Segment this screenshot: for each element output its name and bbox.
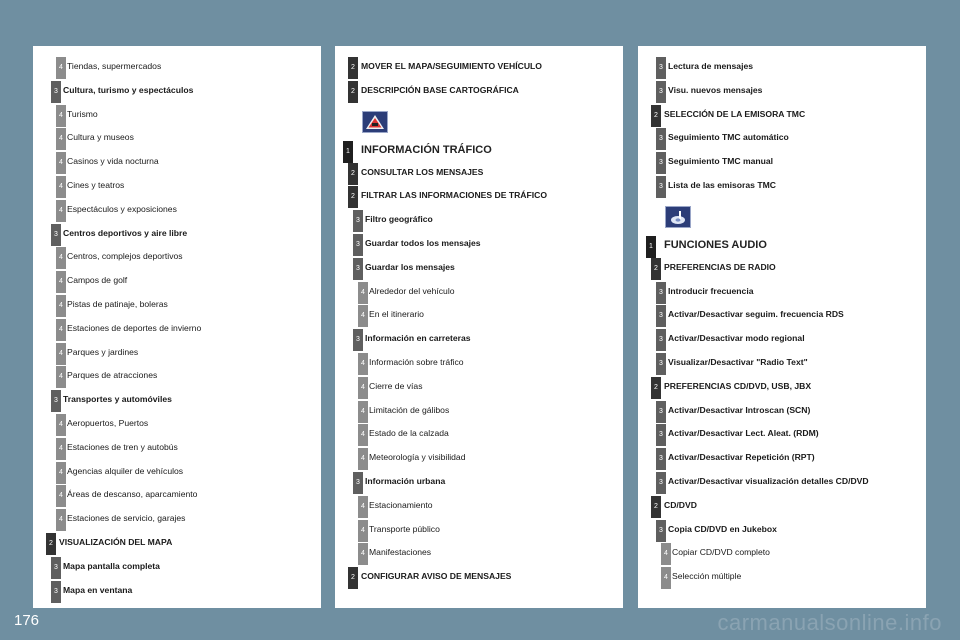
menu-column-2	[335, 46, 623, 608]
menu-item-level-4	[33, 341, 321, 365]
menu-item-level-4	[33, 317, 321, 341]
menu-item-label: Estacionamiento	[369, 499, 433, 510]
menu-item-level-3	[638, 55, 926, 79]
menu-item-label: PREFERENCIAS DE RADIO	[664, 261, 776, 272]
menu-item-level-4	[33, 55, 321, 79]
level-badge: 4	[56, 247, 66, 269]
menu-item-label: Manifestaciones	[369, 547, 432, 558]
menu-item-label: Estaciones de tren y autobús	[67, 441, 178, 452]
level-badge: 3	[656, 448, 666, 470]
menu-item-label: Tiendas, supermercados	[67, 61, 162, 71]
level-badge: 4	[56, 105, 66, 127]
level-badge: 4	[56, 438, 66, 460]
menu-item-label: Centros deportivos y aire libre	[63, 227, 188, 238]
menu-item-level-2	[335, 565, 623, 589]
menu-item-label: Copiar CD/DVD completo	[672, 547, 770, 558]
menu-item-label: Introducir frecuencia	[668, 285, 754, 296]
menu-item-level-3	[335, 327, 623, 351]
level-badge: 4	[358, 520, 368, 542]
menu-item-label: Activar/Desactivar visualización detalles CD/DVD	[668, 476, 869, 486]
menu-item-level-4	[335, 280, 623, 304]
level-badge: 2	[348, 567, 358, 589]
level-badge: 3	[353, 210, 363, 232]
menu-item-level-2	[33, 531, 321, 555]
menu-item-level-4	[638, 565, 926, 589]
menu-item-label: Lectura de mensajes	[668, 61, 754, 71]
level-badge: 3	[656, 176, 666, 198]
level-badge: 3	[656, 81, 666, 103]
menu-item-label: VISUALIZACIÓN DEL MAPA	[59, 537, 173, 547]
menu-item-label: MOVER EL MAPA/SEGUIMIENTO VEHÍCULO	[361, 61, 542, 71]
menu-item-label: Activar/Desactivar seguim. frecuencia RDS	[668, 309, 844, 320]
menu-item-label: Mapa en ventana	[63, 584, 133, 595]
menu-item-label: Información urbana	[365, 476, 446, 486]
menu-item-level-3	[335, 470, 623, 494]
menu-item-level-4	[335, 422, 623, 446]
menu-item-label: Activar/Desactivar Repetición (RPT)	[668, 452, 815, 463]
menu-item-label: Lista de las emisoras TMC	[668, 180, 776, 190]
menu-item-label: SELECCIÓN DE LA EMISORA TMC	[664, 108, 806, 119]
menu-item-label: Espectáculos y exposiciones	[67, 203, 177, 214]
level-badge: 4	[358, 353, 368, 375]
menu-item-level-2	[335, 79, 623, 103]
menu-item-label: Guardar todos los mensajes	[365, 238, 481, 248]
level-badge: 3	[656, 353, 666, 375]
menu-item-level-4	[33, 507, 321, 531]
level-badge: 3	[353, 329, 363, 351]
menu-item-level-3	[638, 174, 926, 198]
menu-item-label: Activar/Desactivar Introscan (SCN)	[668, 404, 811, 415]
menu-item-label: Aeropuertos, Puertos	[67, 418, 149, 428]
level-badge: 3	[656, 472, 666, 494]
menu-item-label: Cierre de vías	[369, 380, 423, 391]
menu-item-level-3	[638, 150, 926, 174]
level-badge: 4	[56, 462, 66, 484]
level-badge: 3	[353, 258, 363, 280]
menu-item-label: Parques de atracciones	[67, 370, 158, 381]
menu-item-level-4	[335, 446, 623, 470]
menu-item-level-3	[638, 518, 926, 542]
level-badge: 4	[661, 543, 671, 565]
menu-item-label: INFORMACIÓN TRÁFICO	[361, 143, 492, 156]
level-badge: 2	[348, 186, 358, 208]
menu-item-level-4	[33, 245, 321, 269]
menu-item-label: PREFERENCIAS CD/DVD, USB, JBX	[664, 380, 812, 391]
menu-item-level-4	[335, 351, 623, 375]
menu-item-label: Meteorología y visibilidad	[369, 452, 466, 463]
menu-item-level-3	[638, 126, 926, 150]
menu-item-level-4	[335, 399, 623, 423]
menu-item-label: Parques y jardines	[67, 346, 139, 357]
level-badge: 4	[358, 401, 368, 423]
level-badge: 4	[56, 271, 66, 293]
menu-item-level-2	[638, 375, 926, 399]
level-badge: 3	[51, 81, 61, 103]
menu-item-level-4	[335, 303, 623, 327]
traffic-warning-icon	[362, 111, 388, 133]
menu-item-label: Activar/Desactivar modo regional	[668, 333, 805, 344]
menu-item-label: CD/DVD	[664, 499, 697, 510]
menu-item-level-4	[33, 174, 321, 198]
level-badge: 4	[358, 377, 368, 399]
menu-item-label: CONFIGURAR AVISO DE MENSAJES	[361, 571, 512, 582]
level-badge: 1	[343, 141, 353, 163]
menu-item-label: FILTRAR LAS INFORMACIONES DE TRÁFICO	[361, 190, 548, 201]
menu-item-label: Turismo	[67, 108, 98, 119]
level-badge: 4	[358, 424, 368, 446]
menu-item-level-3	[638, 399, 926, 423]
menu-item-level-4	[33, 126, 321, 150]
menu-item-label: Estaciones de deportes de invierno	[67, 322, 202, 333]
level-badge: 3	[51, 390, 61, 412]
level-badge: 3	[656, 128, 666, 150]
menu-item-level-1	[335, 135, 623, 159]
menu-column-3	[638, 46, 926, 608]
menu-item-level-2	[638, 256, 926, 280]
menu-item-level-3	[638, 351, 926, 375]
menu-item-label: Seguimiento TMC manual	[668, 156, 774, 167]
menu-item-level-2	[335, 55, 623, 79]
menu-item-label: Agencias alquiler de vehículos	[67, 465, 184, 476]
level-badge: 3	[51, 224, 61, 246]
menu-item-level-4	[335, 518, 623, 542]
level-badge: 3	[656, 520, 666, 542]
menu-item-label: Filtro geográfico	[365, 214, 433, 225]
menu-item-level-4	[335, 541, 623, 565]
level-badge: 4	[56, 128, 66, 150]
menu-item-level-4	[33, 103, 321, 127]
menu-item-level-3	[638, 79, 926, 103]
level-badge: 3	[656, 282, 666, 304]
menu-item-label: Centros, complejos deportivos	[67, 251, 183, 262]
level-badge: 4	[358, 305, 368, 327]
menu-item-label: Selección múltiple	[672, 571, 742, 582]
level-badge: 4	[358, 282, 368, 304]
page-number: 176	[14, 612, 40, 629]
menu-item-level-3	[638, 422, 926, 446]
menu-item-label: CONSULTAR LOS MENSAJES	[361, 166, 484, 177]
menu-item-level-3	[33, 388, 321, 412]
menu-item-label: Información sobre tráfico	[369, 357, 464, 367]
menu-item-level-3	[638, 327, 926, 351]
level-badge: 2	[348, 163, 358, 185]
level-badge: 3	[656, 401, 666, 423]
level-badge: 3	[51, 557, 61, 579]
menu-item-level-1	[638, 230, 926, 254]
level-badge: 4	[358, 448, 368, 470]
level-badge: 4	[661, 567, 671, 589]
level-badge: 1	[646, 236, 656, 258]
menu-item-label: Cultura, turismo y espectáculos	[63, 84, 194, 95]
menu-item-level-4	[33, 269, 321, 293]
menu-item-label: Transporte público	[369, 523, 440, 534]
level-badge: 3	[353, 234, 363, 256]
menu-item-level-2	[335, 184, 623, 208]
menu-item-label: Seguimiento TMC automático	[668, 132, 789, 143]
menu-item-label: Información en carreteras	[365, 333, 471, 344]
level-badge: 4	[56, 366, 66, 388]
menu-item-level-4	[33, 460, 321, 484]
menu-item-level-2	[335, 161, 623, 185]
menu-item-level-3	[335, 208, 623, 232]
menu-item-level-3	[638, 470, 926, 494]
menu-item-level-4	[33, 150, 321, 174]
menu-item-level-3	[335, 256, 623, 280]
level-badge: 4	[56, 319, 66, 341]
menu-item-level-3	[335, 232, 623, 256]
level-badge: 4	[56, 343, 66, 365]
level-badge: 4	[56, 176, 66, 198]
menu-item-label: Estado de la calzada	[369, 428, 449, 439]
menu-column-1	[33, 46, 321, 608]
menu-item-level-4	[638, 541, 926, 565]
menu-item-label: Copia CD/DVD en Jukebox	[668, 523, 777, 534]
level-badge: 3	[353, 472, 363, 494]
menu-item-level-2	[638, 494, 926, 518]
menu-item-label: Pistas de patinaje, boleras	[67, 299, 168, 309]
menu-item-label: Mapa pantalla completa	[63, 560, 160, 571]
level-badge: 4	[56, 57, 66, 79]
level-badge: 2	[651, 496, 661, 518]
menu-item-label: Guardar los mensajes	[365, 261, 455, 272]
menu-item-label: DESCRIPCIÓN BASE CARTOGRÁFICA	[361, 84, 519, 95]
level-badge: 4	[358, 496, 368, 518]
level-badge: 4	[56, 485, 66, 507]
menu-item-level-3	[638, 303, 926, 327]
level-badge: 4	[56, 414, 66, 436]
watermark: carmanualsonline.info	[717, 610, 942, 635]
level-badge: 3	[656, 152, 666, 174]
menu-item-level-3	[33, 579, 321, 603]
menu-item-label: En el itinerario	[369, 309, 424, 320]
level-badge: 3	[51, 581, 61, 603]
menu-item-level-4	[33, 483, 321, 507]
menu-item-level-4	[33, 293, 321, 317]
menu-item-level-4	[335, 494, 623, 518]
menu-item-label: Activar/Desactivar Lect. Aleat. (RDM)	[668, 428, 819, 439]
level-badge: 2	[348, 81, 358, 103]
level-badge: 4	[56, 152, 66, 174]
menu-item-level-3	[33, 555, 321, 579]
menu-item-label: Transportes y automóviles	[63, 394, 172, 405]
level-badge: 2	[348, 57, 358, 79]
menu-item-level-4	[33, 412, 321, 436]
level-badge: 3	[656, 424, 666, 446]
level-badge: 3	[656, 329, 666, 351]
menu-item-level-4	[33, 364, 321, 388]
level-badge: 4	[56, 295, 66, 317]
menu-item-level-4	[33, 436, 321, 460]
level-badge: 4	[56, 509, 66, 531]
menu-item-label: Campos de golf	[67, 275, 128, 286]
level-badge: 2	[651, 377, 661, 399]
level-badge: 3	[656, 305, 666, 327]
menu-item-label: Estaciones de servicio, garajes	[67, 513, 186, 524]
level-badge: 2	[651, 258, 661, 280]
audio-note-icon	[665, 206, 691, 228]
level-badge: 2	[46, 533, 56, 555]
level-badge: 3	[656, 57, 666, 79]
menu-item-label: Cultura y museos	[67, 132, 134, 143]
menu-item-level-2	[638, 103, 926, 127]
menu-item-level-4	[335, 375, 623, 399]
menu-item-level-4	[33, 198, 321, 222]
level-badge: 2	[651, 105, 661, 127]
menu-item-level-3	[638, 446, 926, 470]
menu-item-level-3	[638, 280, 926, 304]
menu-item-label: Alrededor del vehículo	[369, 285, 455, 296]
menu-item-label: FUNCIONES AUDIO	[664, 238, 767, 251]
level-badge: 4	[358, 543, 368, 565]
menu-item-label: Cines y teatros	[67, 180, 125, 190]
level-badge: 4	[56, 200, 66, 222]
menu-item-level-3	[33, 79, 321, 103]
menu-item-label: Limitación de gálibos	[369, 404, 450, 415]
menu-item-label: Casinos y vida nocturna	[67, 156, 159, 167]
menu-item-label: Áreas de descanso, aparcamiento	[67, 489, 198, 500]
menu-item-label: Visualizar/Desactivar "Radio Text"	[668, 357, 808, 367]
menu-item-level-3	[33, 222, 321, 246]
menu-item-label: Visu. nuevos mensajes	[668, 84, 763, 95]
